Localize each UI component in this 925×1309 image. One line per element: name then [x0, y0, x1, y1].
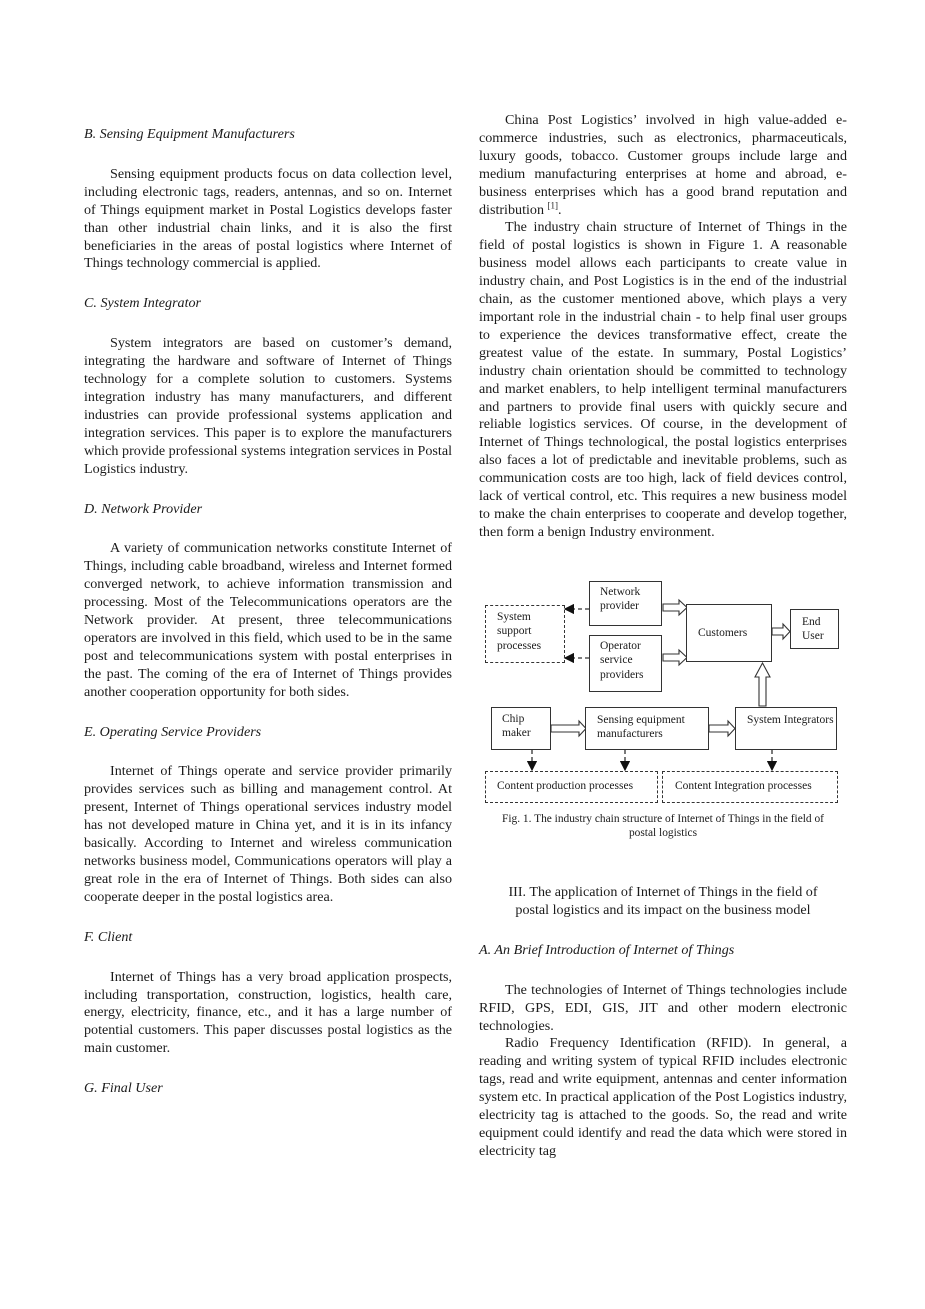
- section-heading-b: B. Sensing Equipment Manufacturers: [84, 126, 295, 142]
- section-heading-g: G. Final User: [84, 1080, 163, 1097]
- section-title-line: III. The application of Internet of Things in the field of: [508, 884, 818, 900]
- operator-service-box: Operator service providers: [589, 635, 662, 692]
- right-column-bottom: [479, 884, 847, 1161]
- section-title: [479, 884, 847, 920]
- content-production-box: Content production processes: [485, 771, 658, 803]
- content-integration-box: Content Integration processes: [662, 771, 838, 803]
- system-integrators-box: System Integrators: [735, 707, 837, 750]
- paragraph: Sensing equipment products focus on data collection level, including electronic tags, readers, antennas, and so on. Internet of Things equipment market in Postal Logistics develops faster than other industrial chain links, and it is also the first beneficiaries in the areas of postal logistics where Internet of Things technology commercial is applied.: [84, 165, 452, 272]
- system-support-box: System support processes: [485, 605, 565, 663]
- customers-box: Customers: [686, 604, 772, 662]
- paragraph-text: China Post Logistics’ involved in high value-added e-commerce industries, such as electronics, pharmaceuticals, luxury goods, tobacco. Customer groups include large and medium manufacturing enterprises at home and abroad, e-business enterprises which has a good brand reputation and distribution: [479, 112, 847, 218]
- section-heading-c: C. System Integrator: [84, 295, 202, 312]
- paragraph: The technologies of Internet of Things technologies include RFID, GPS, EDI, GIS, JIT and other modern electronic technologies.: [479, 981, 847, 1034]
- end-user-box: End User: [790, 609, 839, 649]
- network-provider-box: Network provider: [589, 581, 662, 626]
- paragraph: The industry chain structure of Internet of Things in the field of postal logistics is shown in Figure 1. A reasonable business model allows each participants to create value in industry chain, and Post Logistics is in the end of the industrial chain, as the customer mentioned above, which plays a very important role in the industrial chain - to help final user groups to experience the devices transformative effect, create the greatest value of the estate. In summary, Postal Logistics’ industry chain orientation should be committed to technology and market enablers, to help intelligent terminal manufacturers and partners to provide final users with quickly secure and reliable logistics services. Of course, in the development of Internet of Things technological, the postal logistics enterprises also faces a lot of predictable and inevitable problems, such as communication costs are too high, lack of field devices control, lack of vertical control, etc. This requires a new business model to make the chain enterprises to cooperate and develop together, then form a benign Industry environment.: [479, 219, 847, 540]
- chip-maker-box: Chip maker: [491, 707, 551, 750]
- section-heading-f: F. Client: [84, 928, 133, 945]
- left-column: [84, 126, 452, 1098]
- paragraph-end: .: [558, 201, 562, 218]
- section-heading-e: E. Operating Service Providers: [84, 723, 262, 740]
- right-column-top: [479, 112, 847, 542]
- paragraph: Internet of Things has a very broad application prospects, including transportation, construction, logistics, health care, energy, electricity, finance, etc., and it has a large number of potential customers. This paper discusses postal logistics as the main customer.: [84, 968, 452, 1057]
- figure-caption: [479, 812, 847, 840]
- paragraph: Internet of Things operate and service provider primarily provides services such as billing and management control. At present, Internet of Things operational services industry model has not developed mature in China yet, and it is in its infancy basically. According to Internet and wireless communication networks business model, Communications operators will play a great role in the era of Internet of Things. Both sides can also cooperate deeper in the postal logistics area.: [84, 763, 452, 905]
- paragraph: Radio Frequency Identification (RFID). In general, a reading and writing system of typical RFID includes electronic tags, read and write equipment, antennas and center information system etc. In practical application of the Post Logistics industry, electricity tag is attached to the goods. So, the read and write equipment could identify and read the data which were stored in electricity tag: [479, 1035, 847, 1159]
- section-heading-d: D. Network Provider: [84, 500, 203, 517]
- sensing-equipment-box: Sensing equipment manufacturers: [585, 707, 709, 750]
- paragraph: [479, 112, 847, 219]
- citation: [1]: [547, 199, 559, 210]
- paragraph: A variety of communication networks constitute Internet of Things, including cable broadband, wireless and Internet formed converged network, to achieve information transmission and processing. Most of the Telecommunications operators are the Network provider. At present, three telecommunications operators are involved in this field, which used to be in the same post and telecommunications system with postal enterprises in the past. The coming of the era of Internet of Things provides another cooperation opportunity for both sides.: [84, 540, 452, 700]
- paragraph: System integrators are based on customer’s demand, integrating the hardware and software of Internet of Things technology for a complete solution to customers. Systems integration industry has many manufacturers, and different industries can provide professional systems application and integration services. This paper is to explore the manufacturers which provide professional systems integration services in Postal Logistics industry.: [84, 335, 452, 477]
- section-title-line: postal logistics and its impact on the business model: [515, 901, 811, 918]
- industry-chain-diagram: [479, 578, 849, 810]
- caption-line: Fig. 1. The industry chain structure of Internet of Things in the field of: [502, 813, 824, 825]
- caption-line: postal logistics: [628, 827, 698, 839]
- subsection-heading-a: A. An Brief Introduction of Internet of Things: [479, 941, 735, 958]
